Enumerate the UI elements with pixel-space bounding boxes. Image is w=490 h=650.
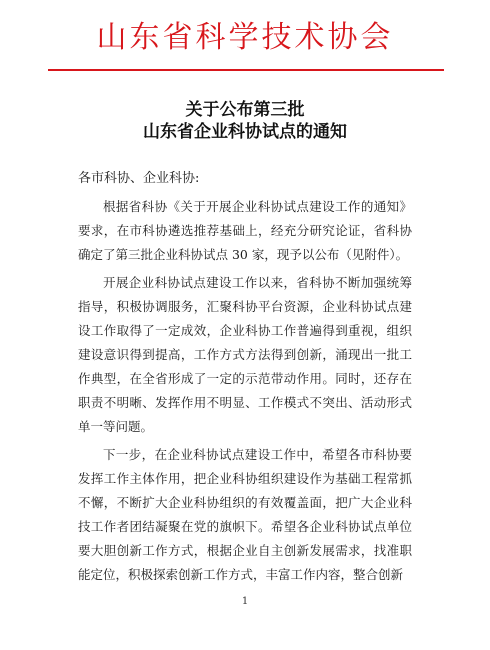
body-paragraph: 下一步，在企业科协试点建设工作中，希望各市科协要发挥工作主体作用，把企业科协组织建设作为基础工程常抓不懈，不断扩大企业科协组织的有效覆盖面，把广大企业科技工作者团结凝聚在党的旗帜下。希望各企业科协试点单位要大胆创新工作方式，根据企业自主创新发展需求，找准职能定位，积极探索创新工作方式，丰富工作内容，整合创新 xyxy=(78,447,412,582)
body-paragraph: 根据省科协《关于开展企业科协试点建设工作的通知》要求，在市科协遴选推荐基础上，经充分研究论证，省科协确定了第三批企业科协试点 30 家，现予以公布（见附件）。 xyxy=(78,199,412,262)
title-line-1: 关于公布第三批 xyxy=(185,100,305,120)
body-paragraph: 开展企业科协试点建设工作以来，省科协不断加强统筹指导，积极协调服务，汇聚科协平台资源，企业科协试点建设工作取得了一定成效，企业科协工作普遍得到重视，组织建设意识得到提高，工作方式方法得到创新，涌现出一批工作典型，在全省形成了一定的示范带动作用。同时，还存在职责不明晰、发挥作用不明显、工作模式不突出、活动形式单一等问题。 xyxy=(78,275,412,434)
salutation: 各市科协、企业科协: xyxy=(78,171,200,186)
document-title xyxy=(0,99,490,143)
page-number: 1 xyxy=(241,596,249,607)
letterhead-red-rule xyxy=(48,69,444,71)
title-line-2: 山东省企业科协试点的通知 xyxy=(143,122,347,142)
org-letterhead: 山东省科学技术协会 xyxy=(96,20,394,55)
document-body xyxy=(78,195,412,591)
